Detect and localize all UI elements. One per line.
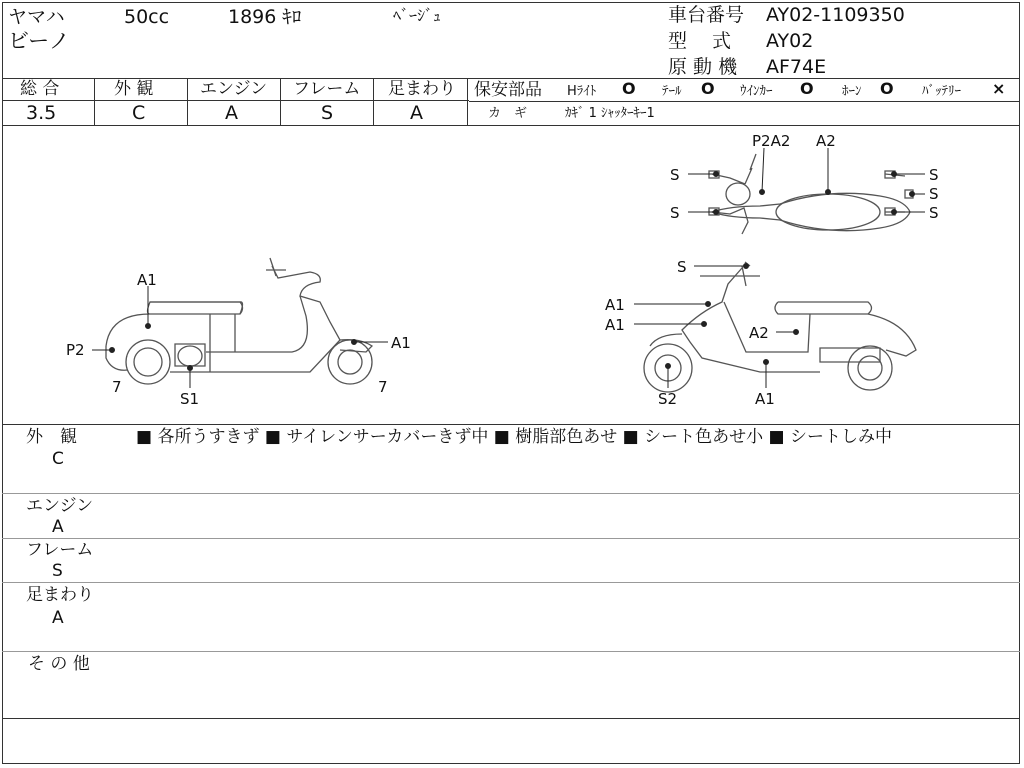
- divider: [2, 582, 1020, 583]
- section-exterior-title: 外 観: [26, 427, 77, 447]
- model-name: ビーノ: [8, 29, 70, 53]
- label-left-s1: S1: [180, 390, 200, 408]
- label-top-s5: S: [929, 204, 939, 222]
- divider: [2, 424, 1020, 425]
- damage-diagram: [0, 126, 1024, 422]
- label-left-7-front: 7: [378, 378, 388, 396]
- grade-header-overall: 総 合: [20, 79, 60, 99]
- top-view-scooter-outline: [709, 154, 913, 234]
- safety-battery-mark: ×: [992, 79, 1006, 98]
- label-right-s2: S2: [658, 390, 678, 408]
- section-engine-grade: A: [52, 517, 64, 537]
- label-top-s3: S: [929, 166, 939, 184]
- label-left-7-rear: 7: [112, 378, 122, 396]
- type-label: 型 式: [668, 30, 732, 52]
- type-value: AY02: [766, 30, 814, 52]
- grade-header-engine: エンジン: [200, 79, 268, 99]
- divider: [94, 78, 95, 125]
- key-label: カ ギ: [488, 106, 528, 121]
- grade-header-exterior: 外 観: [114, 79, 154, 99]
- safety-horn: ﾎｰﾝ: [842, 84, 862, 99]
- divider: [373, 78, 374, 125]
- displacement: 50cc: [124, 6, 170, 28]
- mileage: 1896 ｷﾛ: [228, 6, 302, 28]
- label-left-a1-front: A1: [391, 334, 411, 352]
- safety-label: 保安部品: [474, 80, 542, 100]
- label-right-a1-bottom: A1: [755, 390, 775, 408]
- safety-battery: ﾊﾞｯﾃﾘｰ: [922, 84, 961, 99]
- section-suspension-title: 足まわり: [26, 585, 94, 605]
- grade-header-suspension: 足まわり: [388, 79, 456, 99]
- frame-no-label: 車台番号: [668, 4, 745, 26]
- grade-engine: A: [225, 102, 238, 124]
- divider: [2, 718, 1020, 719]
- label-left-a1-seat: A1: [137, 271, 157, 289]
- safety-taillight: ﾃｰﾙ: [662, 84, 682, 99]
- divider: [2, 100, 469, 101]
- label-top-a2: A2: [816, 132, 836, 150]
- engine-label: 原 動 機: [668, 56, 738, 78]
- divider: [2, 538, 1020, 539]
- section-other-title: そ の 他: [28, 654, 90, 674]
- body-color: ﾍﾞｰｼﾞｭ: [393, 6, 442, 25]
- key-value: ｶｷﾞ 1 ｼｬｯﾀｰｷｰ1: [565, 106, 655, 121]
- safety-winker-mark: O: [800, 79, 814, 98]
- label-right-a2: A2: [749, 324, 769, 342]
- divider: [467, 78, 468, 125]
- divider: [280, 78, 281, 125]
- section-frame-title: フレーム: [26, 540, 94, 560]
- label-right-a1-lower: A1: [605, 316, 625, 334]
- divider: [2, 78, 1020, 79]
- grade-frame: S: [321, 102, 334, 124]
- label-right-a1-upper: A1: [605, 296, 625, 314]
- section-exterior-grade: C: [52, 449, 64, 469]
- section-frame-grade: S: [52, 561, 63, 581]
- section-suspension-grade: A: [52, 608, 64, 628]
- divider: [469, 101, 1020, 102]
- engine-value: AF74E: [766, 56, 827, 78]
- grade-header-frame: フレーム: [293, 79, 361, 99]
- label-top-s1: S: [670, 166, 680, 184]
- safety-taillight-mark: O: [701, 79, 715, 98]
- safety-winker: ｳｲﾝｶｰ: [740, 84, 773, 99]
- grade-exterior: C: [132, 102, 146, 124]
- right-view-scooter-outline: [644, 262, 916, 392]
- safety-horn-mark: O: [880, 79, 894, 98]
- maker: ヤマハ: [8, 6, 65, 28]
- label-right-s: S: [677, 258, 687, 276]
- safety-headlight-mark: O: [622, 79, 636, 98]
- divider: [2, 651, 1020, 652]
- label-top-s2: S: [670, 204, 680, 222]
- grade-overall: 3.5: [26, 102, 57, 124]
- frame-no-value: AY02-1109350: [766, 4, 905, 26]
- label-top-s4: S: [929, 185, 939, 203]
- section-engine-title: エンジン: [26, 496, 94, 516]
- section-exterior-notes: ■ 各所うすきず ■ サイレンサーカバーきず中 ■ 樹脂部色あせ ■ シート色あせ小 ■ シートしみ中: [136, 427, 892, 447]
- safety-headlight: Hﾗｲﾄ: [567, 84, 597, 99]
- label-top-p2a2: P2A2: [752, 132, 791, 150]
- label-left-p2: P2: [66, 341, 85, 359]
- divider: [2, 493, 1020, 494]
- divider: [187, 78, 188, 125]
- grade-suspension: A: [410, 102, 423, 124]
